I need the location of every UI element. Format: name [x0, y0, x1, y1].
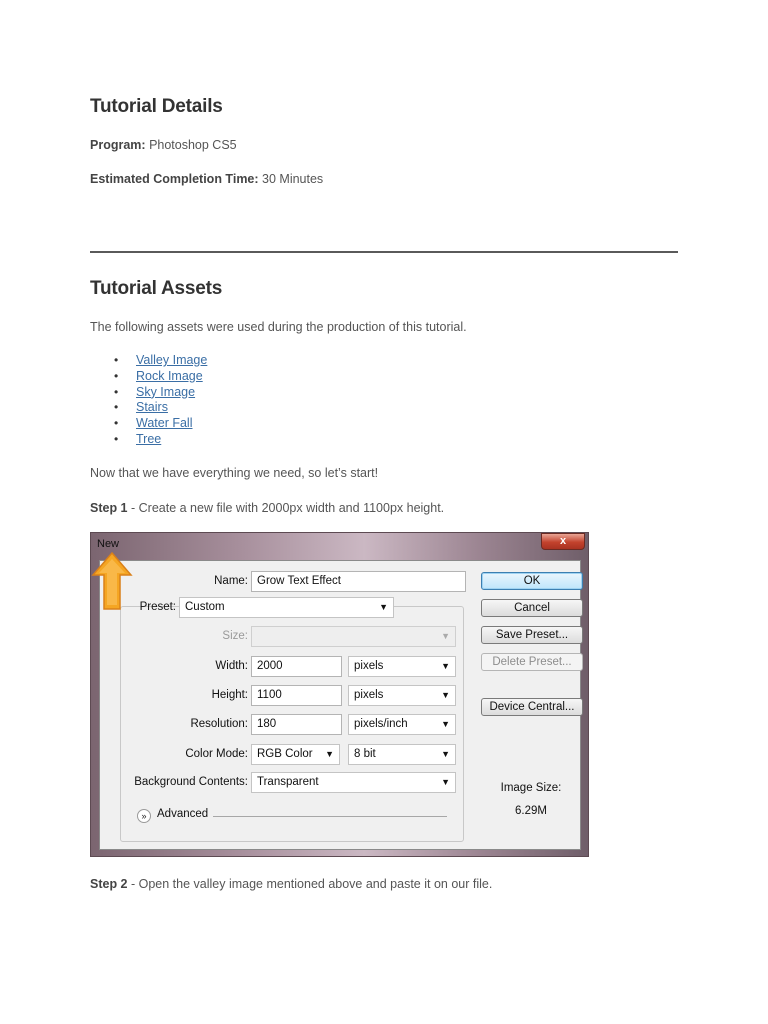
preset-label: Preset:	[139, 601, 176, 613]
list-item: • Sky Image	[114, 384, 196, 399]
chevron-down-icon: ▼	[379, 602, 388, 612]
tutorial-assets-heading: Tutorial Assets	[90, 278, 223, 299]
asset-link-water-fall[interactable]: Water Fall	[136, 416, 193, 431]
list-item: • Tree	[114, 431, 162, 446]
chevron-down-icon: ▼	[441, 719, 450, 729]
chevron-down-icon: ▼	[441, 661, 450, 671]
image-size-value: 6.29M	[515, 805, 547, 817]
program-value: Photoshop CS5	[149, 138, 237, 152]
advanced-label[interactable]: Advanced	[157, 808, 209, 820]
close-button[interactable]: x	[541, 533, 585, 550]
delete-preset-button[interactable]: Delete Preset...	[481, 653, 583, 671]
dialog-body	[99, 560, 581, 850]
cancel-button[interactable]: Cancel	[481, 599, 583, 617]
width-unit-select[interactable]	[348, 656, 456, 677]
image-size-label: Image Size:	[500, 782, 562, 794]
assets-outro: Now that we have everything we need, so let’s start!	[90, 466, 379, 480]
width-field[interactable]: 2000	[251, 656, 342, 677]
height-unit-value: pixels	[354, 689, 384, 701]
chevron-down-icon: ▼	[441, 777, 450, 787]
background-contents-value: Transparent	[257, 776, 319, 788]
step2-text: - Open the valley image mentioned above and paste it on our file.	[127, 877, 493, 891]
resolution-label: Resolution:	[190, 718, 248, 730]
highlight-arrow-icon	[91, 551, 135, 611]
asset-link-rock-image[interactable]: Rock Image	[136, 368, 203, 383]
color-mode-value: RGB Color	[257, 748, 313, 760]
asset-link-valley-image[interactable]: Valley Image	[136, 353, 208, 367]
step1-text: - Create a new file with 2000px width and 1100px height.	[127, 501, 445, 515]
resolution-field[interactable]: 180	[251, 714, 342, 735]
ok-button[interactable]: OK	[481, 572, 583, 590]
device-central-button[interactable]: Device Central...	[481, 698, 583, 716]
new-file-dialog	[90, 532, 589, 857]
size-select[interactable]	[251, 626, 456, 647]
preset-value: Custom	[185, 601, 225, 613]
step2-label: Step 2	[90, 877, 128, 891]
dialog-title: New	[97, 538, 120, 550]
asset-link-sky-image[interactable]: Sky Image	[136, 384, 196, 399]
chevron-down-icon: ▼	[441, 690, 450, 700]
tutorial-details-heading: Tutorial Details	[90, 96, 223, 117]
list-item: • Stairs	[114, 400, 168, 415]
advanced-divider	[213, 816, 447, 817]
save-preset-button[interactable]: Save Preset...	[481, 626, 583, 644]
height-field[interactable]: 1100	[251, 685, 342, 706]
asset-link-stairs[interactable]: Stairs	[136, 400, 168, 415]
background-contents-label: Background Contents:	[134, 776, 248, 788]
chevron-down-icon: ▼	[441, 631, 450, 641]
background-contents-select[interactable]	[251, 772, 456, 793]
completion-time-line	[90, 172, 323, 186]
list-item: • Valley Image	[114, 353, 208, 367]
width-unit-value: pixels	[354, 660, 384, 672]
completion-time-label: Estimated Completion Time:	[90, 172, 259, 186]
list-item: • Rock Image	[114, 368, 203, 383]
bit-depth-select[interactable]	[348, 744, 456, 765]
size-label: Size:	[222, 630, 248, 642]
step2-line	[90, 877, 492, 891]
section-divider	[90, 251, 678, 253]
resolution-unit-select[interactable]	[348, 714, 456, 735]
list-item: • Water Fall	[114, 416, 193, 431]
step1-line	[90, 501, 444, 515]
height-unit-select[interactable]	[348, 685, 456, 706]
asset-link-tree[interactable]: Tree	[136, 431, 162, 446]
color-mode-select[interactable]	[251, 744, 340, 765]
chevron-down-icon: ▼	[325, 749, 334, 759]
expand-advanced-icon[interactable]: »	[137, 809, 151, 823]
program-label: Program:	[90, 138, 146, 152]
step1-label: Step 1	[90, 501, 128, 515]
bit-depth-value: 8 bit	[354, 748, 376, 760]
assets-list	[90, 353, 207, 448]
preset-select[interactable]	[179, 597, 394, 618]
height-label: Height:	[211, 689, 248, 701]
width-label: Width:	[215, 660, 248, 672]
completion-time-value: 30 Minutes	[262, 172, 324, 186]
assets-intro: The following assets were used during the production of this tutorial.	[90, 320, 467, 334]
program-line	[90, 138, 237, 152]
color-mode-label: Color Mode:	[185, 748, 248, 760]
resolution-unit-value: pixels/inch	[354, 718, 408, 730]
name-field[interactable]: Grow Text Effect	[251, 571, 466, 592]
name-label: Name:	[214, 575, 248, 587]
chevron-down-icon: ▼	[441, 749, 450, 759]
